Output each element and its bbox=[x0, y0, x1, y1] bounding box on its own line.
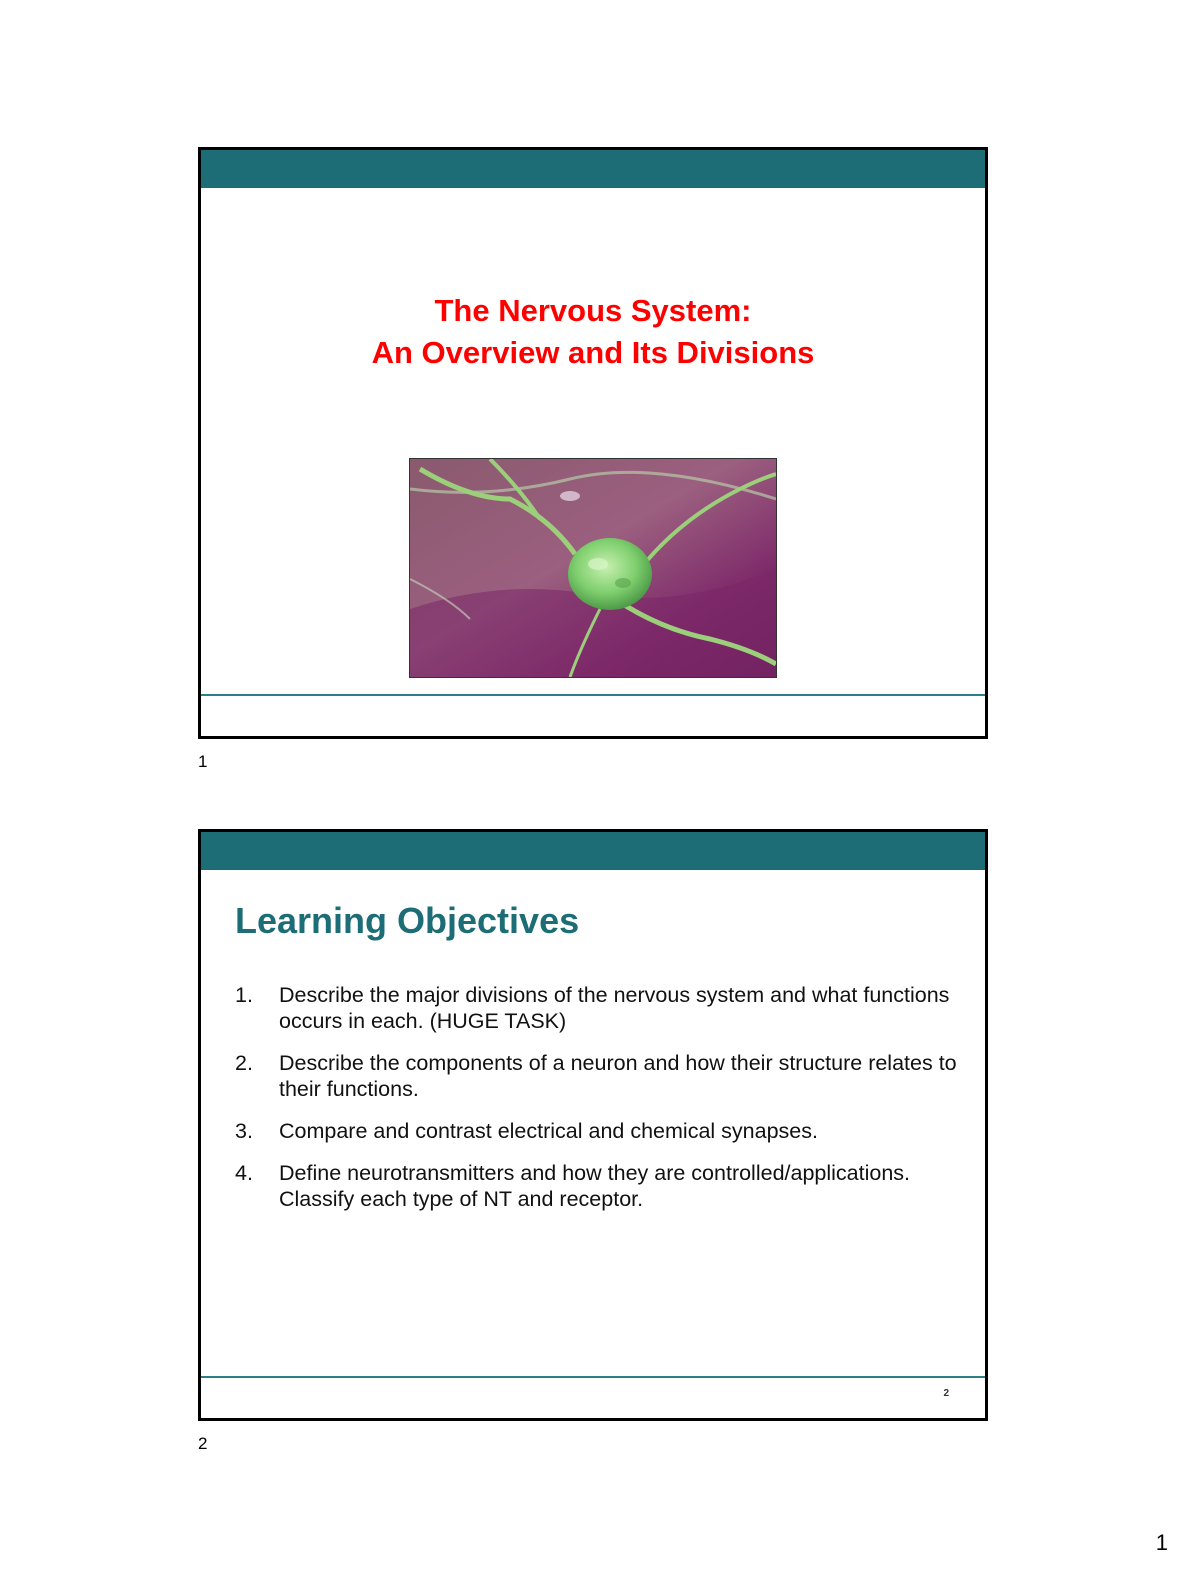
list-item bbox=[235, 1050, 965, 1102]
slide-title bbox=[201, 290, 985, 374]
title-line-2: An Overview and Its Divisions bbox=[371, 335, 815, 370]
slide-header-band bbox=[201, 832, 985, 870]
slide-footer-rule bbox=[201, 694, 985, 696]
slide-1 bbox=[198, 147, 988, 739]
neuron-micrograph-image bbox=[409, 458, 777, 678]
item-text: Compare and contrast electrical and chemical synapses. bbox=[279, 1119, 818, 1143]
slide-footer-rule bbox=[201, 1376, 985, 1378]
list-item bbox=[235, 982, 965, 1034]
slide-corner-number: 2 bbox=[943, 1388, 949, 1399]
neuron-micrograph-icon bbox=[410, 459, 776, 677]
item-number: 2. bbox=[235, 1051, 253, 1075]
item-text: Describe the major divisions of the nervous system and what functions occurs in each. (HUGE TASK) bbox=[279, 983, 950, 1033]
objectives-list bbox=[235, 982, 965, 1228]
title-line-1: The Nervous System: bbox=[434, 293, 752, 328]
list-item bbox=[235, 1160, 965, 1212]
list-item bbox=[235, 1118, 965, 1144]
item-text: Define neurotransmitters and how they are controlled/applications. Classify each type of NT and receptor. bbox=[279, 1161, 911, 1211]
slide-1-label: 1 bbox=[198, 752, 208, 771]
item-text: Describe the components of a neuron and how their structure relates to their functions. bbox=[279, 1051, 957, 1101]
slide-heading: Learning Objectives bbox=[235, 900, 580, 941]
slide-header-band bbox=[201, 150, 985, 188]
item-number: 4. bbox=[235, 1161, 253, 1185]
page-number: 1 bbox=[1155, 1530, 1168, 1555]
item-number: 1. bbox=[235, 983, 253, 1007]
item-number: 3. bbox=[235, 1119, 253, 1143]
slide-2 bbox=[198, 829, 988, 1421]
slide-2-label: 2 bbox=[198, 1434, 208, 1453]
